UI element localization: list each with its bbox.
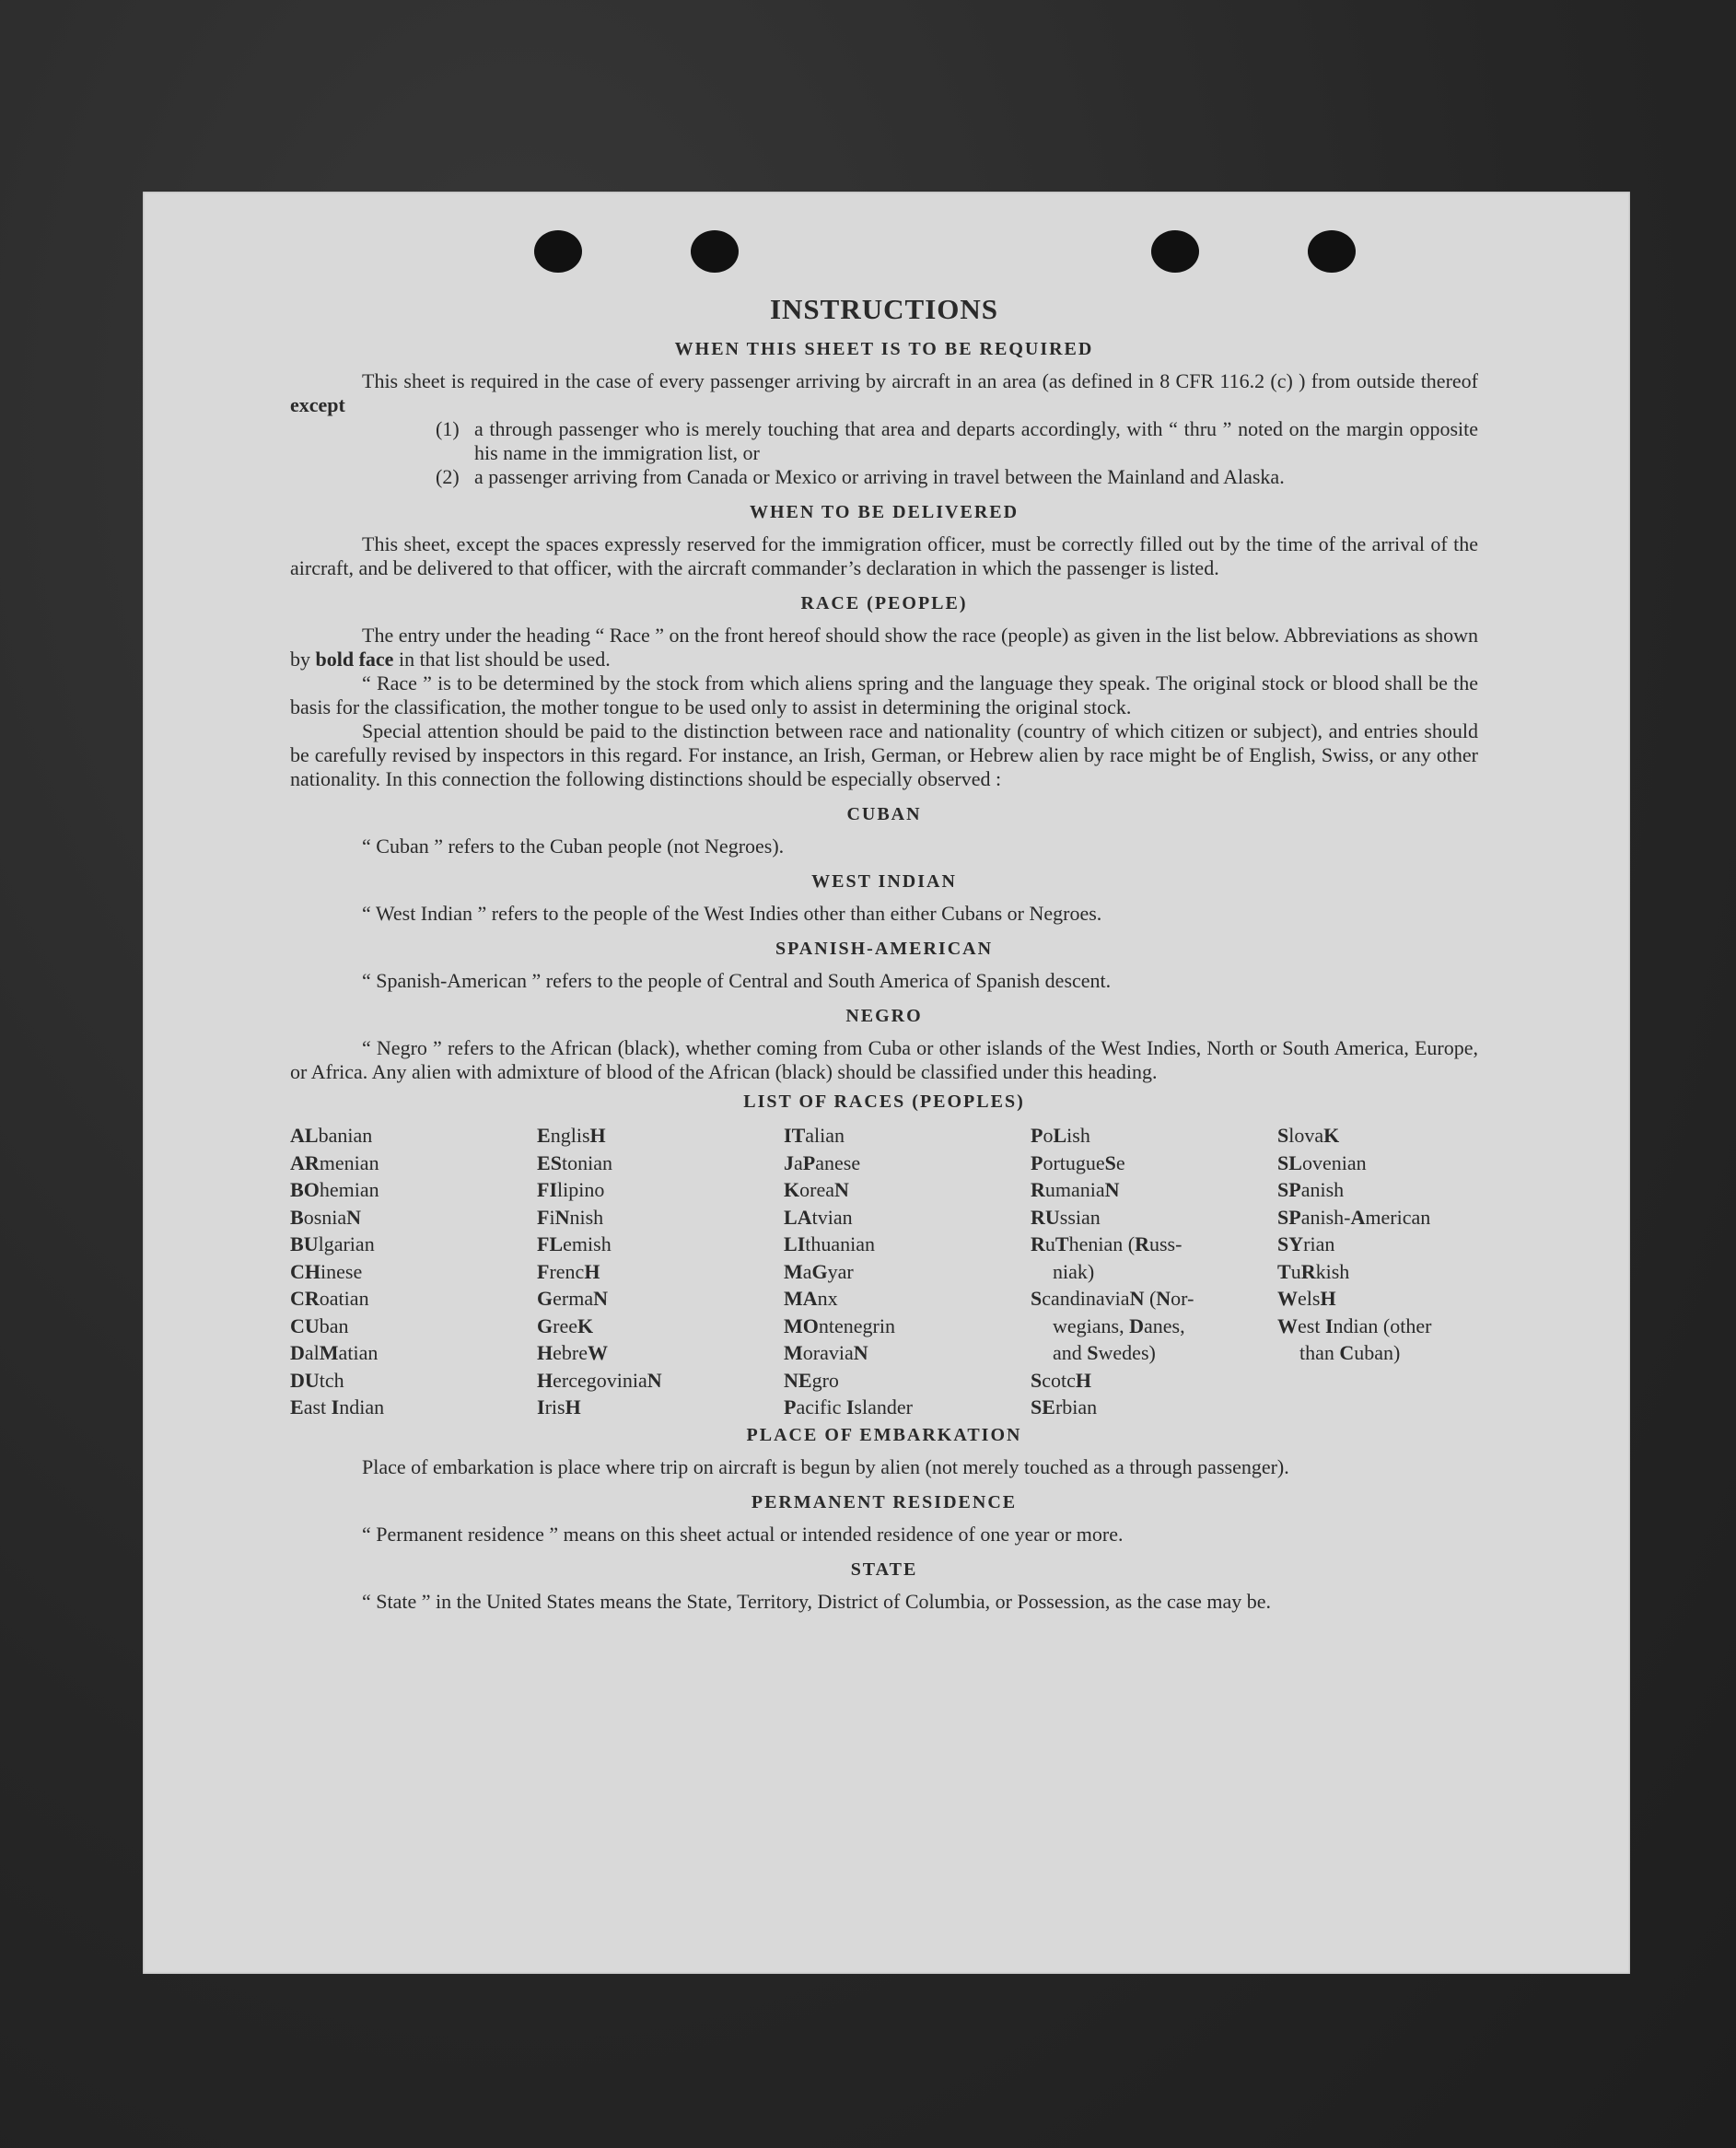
item-text: a through passenger who is merely touching that area and departs accordingly, with “ thru ” noted on the margin opposite his name in the immigration list, or (474, 417, 1478, 464)
page-title: INSTRUCTIONS (769, 293, 998, 325)
race-entry: SErbian (1031, 1395, 1098, 1418)
race-entry: MaGyar (784, 1259, 854, 1283)
required-item-2 (436, 465, 1478, 489)
heading-delivered: WHEN TO BE DELIVERED (749, 502, 1019, 522)
heading-west-indian: WEST INDIAN (811, 871, 957, 892)
race-entry: CRoatian (290, 1287, 369, 1310)
race-entry: IrisH (537, 1395, 581, 1418)
race-entry: wegians, Danes, (1053, 1313, 1185, 1337)
punch-hole (1151, 230, 1199, 273)
race-entry: ALbanian (290, 1124, 373, 1147)
races-column (1031, 1122, 1277, 1421)
race-entry: KoreaN (784, 1178, 849, 1201)
instruction-sheet (143, 192, 1630, 1974)
heading-cuban: CUBAN (846, 804, 922, 824)
races-column (290, 1122, 537, 1421)
race-entry: SYrian (1277, 1232, 1335, 1255)
race-entry: HebreW (537, 1341, 608, 1364)
race-entry: RUssian (1031, 1205, 1101, 1229)
item-number: (1) (436, 417, 460, 440)
state-text: “ State ” in the United States means the State, Territory, District of Columbia, or Possession, as the case may be. (362, 1589, 1272, 1613)
race-entry: and Swedes) (1053, 1341, 1156, 1364)
punch-hole (534, 230, 582, 273)
race-entry: FLemish (537, 1232, 612, 1255)
race-entry: MOntenegrin (784, 1313, 895, 1337)
race-entry: EnglisH (537, 1124, 606, 1147)
race-entry: West Indian (other (1277, 1313, 1432, 1337)
race-entry: GreeK (537, 1313, 594, 1337)
heading-list-of-races: LIST OF RACES (PEOPLES) (743, 1092, 1025, 1112)
race-entry: CHinese (290, 1259, 363, 1283)
race-entry: niak) (1053, 1259, 1095, 1283)
race-paragraph-3: Special attention should be paid to the distinction between race and nationality (country of which citizen or subject), and entries should be carefully revised by inspectors in this regard. For instance, an Irish, German, or Hebrew alien by race might be of English, Swiss, or any other nationality. In this connection the following distinctions should be especially observed : (290, 719, 1478, 790)
race-entry: BUlgarian (290, 1232, 375, 1255)
race-entry: DUtch (290, 1368, 344, 1392)
west-indian-text: “ West Indian ” refers to the people of the West Indies other than either Cubans or Negroes. (362, 902, 1102, 925)
races-column (1277, 1122, 1478, 1421)
race-entry: SPanish-American (1277, 1205, 1431, 1229)
race-entry: FIlipino (537, 1178, 605, 1201)
race-entry: PortugueSe (1031, 1150, 1125, 1174)
race-entry: JaPanese (784, 1150, 861, 1174)
race-entry: East Indian (290, 1395, 385, 1418)
race-entry: LIthuanian (784, 1232, 876, 1255)
race-entry: GermaN (537, 1287, 608, 1310)
embarkation-text: Place of embarkation is place where trip on aircraft is begun by alien (not merely touched as a through passenger). (362, 1454, 1289, 1478)
race-entry: MAnx (784, 1287, 838, 1310)
residence-text: “ Permanent residence ” means on this sheet actual or intended residence of one year or more. (362, 1522, 1124, 1546)
heading-spanish-american: SPANISH-AMERICAN (775, 939, 994, 959)
heading-residence: PERMANENT RESIDENCE (751, 1491, 1018, 1512)
race-paragraph-2: “ Race ” is to be determined by the stock from which aliens spring and the language they speak. The original stock or blood shall be the basis for the classification, the mother tongue to be used only to assist in determining the original stock. (290, 671, 1478, 718)
race-entry: than Cuban) (1299, 1341, 1401, 1364)
race-p1-end: in that list should be used. (393, 648, 611, 671)
spanish-american-text: “ Spanish-American ” refers to the people of Central and South America of Spanish descent. (362, 969, 1112, 992)
required-intro-text: This sheet is required in the case of every passenger arriving by aircraft in an area (as defined in 8 CFR 116.2 (c) ) from outside thereof (362, 369, 1478, 392)
delivered-text: This sheet, except the spaces expressly reserved for the immigration officer, must be correctly filled out by the time of the arrival of the aircraft, and be delivered to that officer, with the aircraft commander’s declaration in which the passenger is listed. (290, 532, 1478, 579)
race-entry: ScandinaviaN (Nor- (1031, 1287, 1194, 1310)
race-entry: LAtvian (784, 1205, 853, 1229)
race-entry: EStonian (537, 1150, 612, 1174)
race-bold-face: bold face (315, 648, 394, 671)
heading-race: RACE (PEOPLE) (800, 593, 968, 613)
race-entry: SLovenian (1277, 1150, 1367, 1174)
race-paragraph-1 (290, 624, 1478, 671)
heading-embarkation: PLACE OF EMBARKATION (746, 1424, 1022, 1445)
instructions-content (290, 293, 1478, 1614)
heading-negro: NEGRO (845, 1006, 923, 1026)
race-entry: DalMatian (290, 1341, 379, 1364)
required-except: except (290, 393, 345, 416)
required-item-1 (436, 417, 1478, 465)
race-entry: BosniaN (290, 1205, 362, 1229)
race-entry: FiNnish (537, 1205, 604, 1229)
race-entry: NEgro (784, 1368, 839, 1392)
race-entry: RuThenian (Russ- (1031, 1232, 1183, 1255)
race-entry: CUban (290, 1313, 349, 1337)
race-entry: ARmenian (290, 1150, 379, 1174)
race-entry: TuRkish (1277, 1259, 1350, 1283)
races-column (784, 1122, 1031, 1421)
race-entry: SPanish (1277, 1178, 1345, 1201)
punch-hole (1308, 230, 1356, 273)
race-entry: Pacific Islander (784, 1395, 913, 1418)
required-intro (290, 369, 1478, 417)
race-entry: RumaniaN (1031, 1178, 1120, 1201)
race-entry: MoraviaN (784, 1341, 868, 1364)
item-text: a passenger arriving from Canada or Mexico or arriving in travel between the Mainland and Alaska. (474, 465, 1285, 488)
heading-required: WHEN THIS SHEET IS TO BE REQUIRED (674, 339, 1094, 359)
negro-text: “ Negro ” refers to the African (black), whether coming from Cuba or other islands of the West Indies, North or South America, Europe, or Africa. Any alien with admixture of blood of the African (black) should be classified under this heading. (290, 1036, 1478, 1083)
punch-hole (691, 230, 739, 273)
cuban-text: “ Cuban ” refers to the Cuban people (not Negroes). (362, 835, 785, 858)
races-column (537, 1122, 784, 1421)
race-entry: SlovaK (1277, 1124, 1340, 1147)
race-entry: BOhemian (290, 1178, 379, 1201)
race-p1-text: The entry under the heading “ Race ” on the front hereof should show the race (people) as given in the list below. Abbreviations as shown by (290, 624, 1478, 671)
race-entry: ITalian (784, 1124, 845, 1147)
race-entry: HercegoviniaN (537, 1368, 662, 1392)
race-entry: WelsH (1277, 1287, 1336, 1310)
race-entry: PoLish (1031, 1124, 1090, 1147)
races-list (290, 1122, 1478, 1421)
item-number: (2) (436, 465, 460, 488)
heading-state: STATE (850, 1558, 918, 1580)
race-entry: FrencH (537, 1259, 600, 1283)
race-entry: ScotcH (1031, 1368, 1092, 1392)
